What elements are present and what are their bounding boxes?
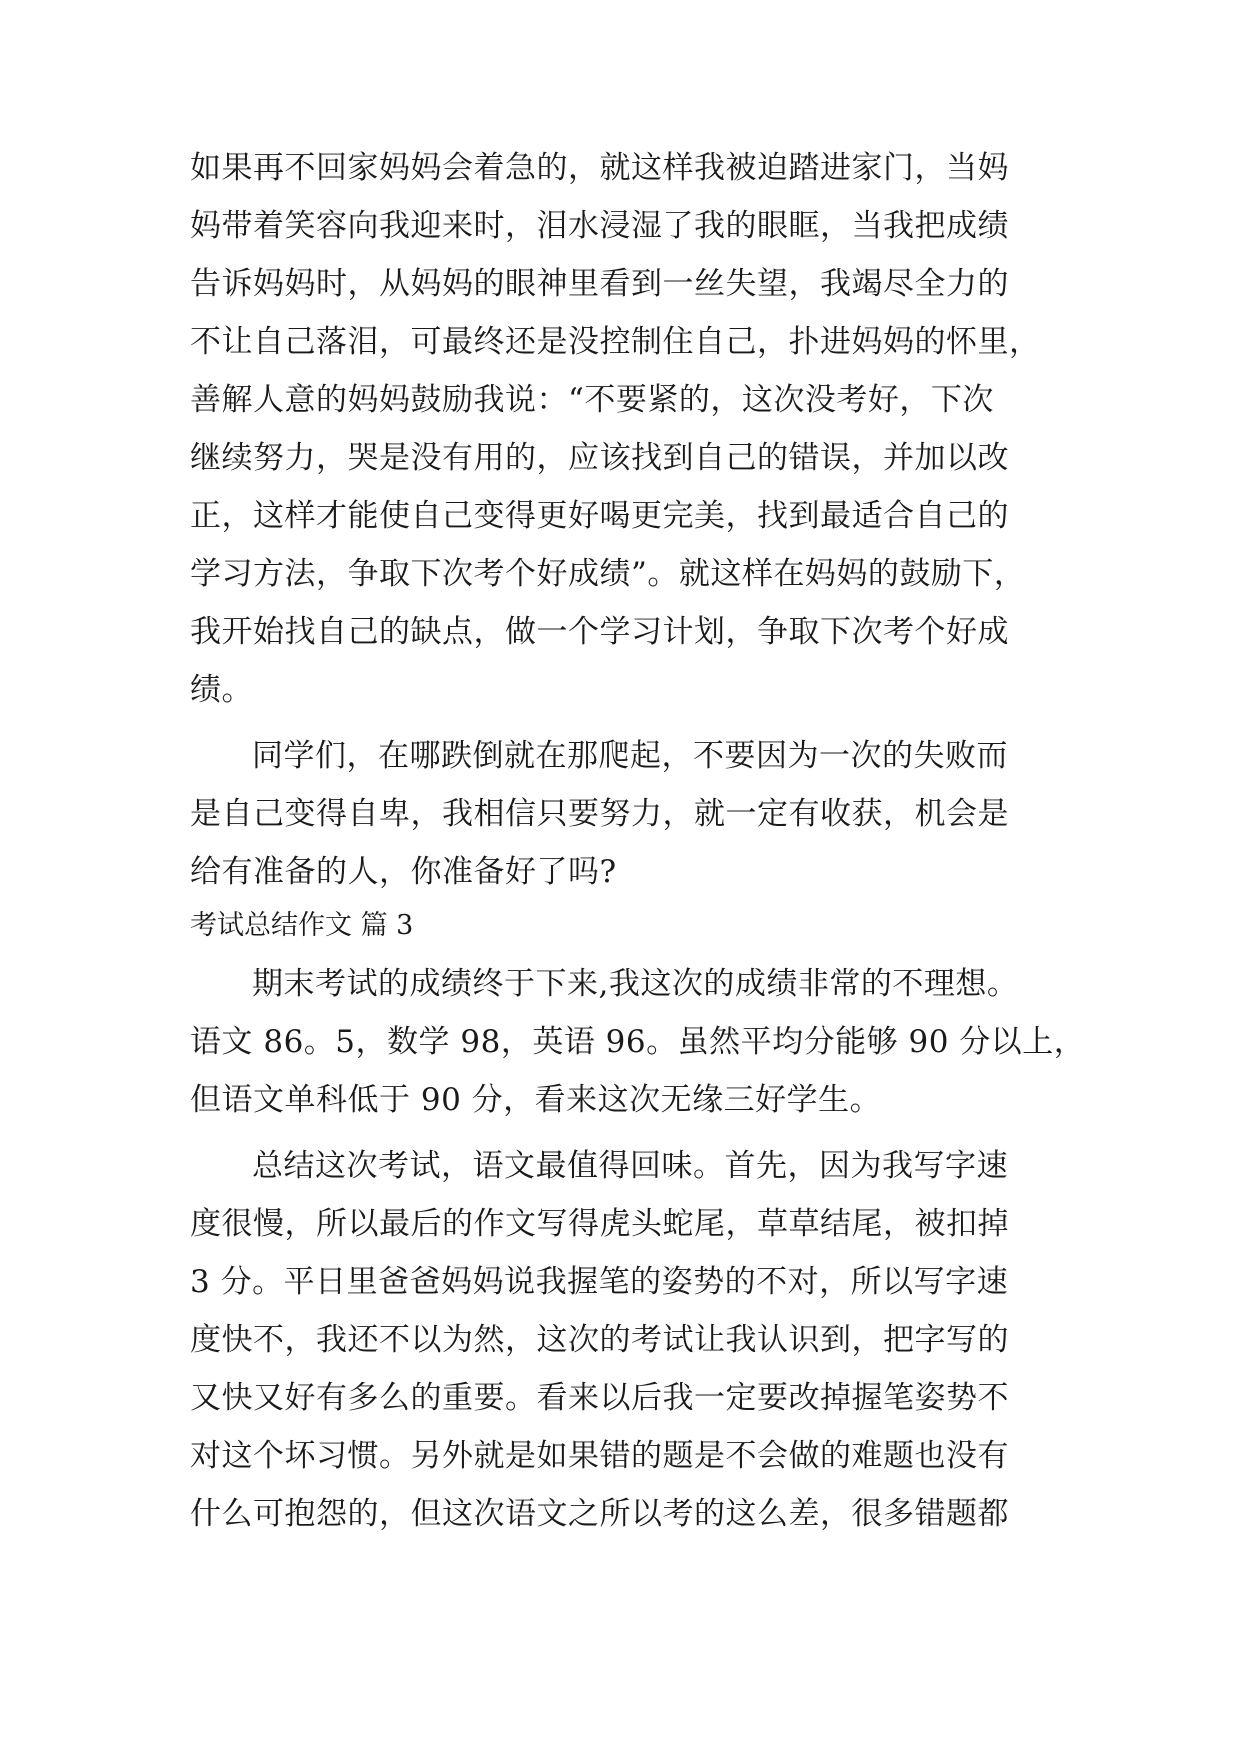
text-line: 什么可抱怨的，但这次语文之所以考的这么差，很多错题都 xyxy=(190,1496,1009,1532)
text-line: 是自己变得自卑，我相信只要努力，就一定有收获，机会是 xyxy=(190,796,1009,832)
text-line: 度很慢，所以最后的作文写得虎头蛇尾，草草结尾，被扣掉 xyxy=(190,1206,1009,1242)
text-line: 如果再不回家妈妈会着急的，就这样我被迫踏进家门，当妈 xyxy=(190,150,1009,186)
text-line: 告诉妈妈时，从妈妈的眼神里看到一丝失望，我竭尽全力的 xyxy=(190,266,1009,302)
text-line: 对这个坏习惯。另外就是如果错的题是不会做的难题也没有 xyxy=(190,1438,1009,1474)
text-line: 学习方法，争取下次考个好成绩”。就这样在妈妈的鼓励下， xyxy=(190,556,1026,592)
section-heading: 考试总结作文 篇 3 xyxy=(190,910,414,941)
text-line: 绩。 xyxy=(190,672,253,708)
text-line: 正，这样才能使自己变得更好喝更完美，找到最适合自己的 xyxy=(190,498,1009,534)
text-line: 但语文单科低于 90 分，看来这次无缘三好学生。 xyxy=(190,1082,882,1118)
text-line: 妈带着笑容向我迎来时，泪水浸湿了我的眼眶，当我把成绩 xyxy=(190,208,1009,244)
text-line: 又快又好有多么的重要。看来以后我一定要改掉握笔姿势不 xyxy=(190,1380,1009,1416)
text-line: 不让自己落泪，可最终还是没控制住自己，扑进妈妈的怀里， xyxy=(190,324,1041,360)
text-line: 3 分。平日里爸爸妈妈说我握笔的姿势的不对，所以写字速 xyxy=(190,1264,1009,1300)
paragraph-first-line: 同学们，在哪跌倒就在那爬起，不要因为一次的失败而 xyxy=(252,738,1008,774)
text-line: 善解人意的妈妈鼓励我说：“不要紧的，这次没考好，下次 xyxy=(190,382,994,418)
paragraph-first-line: 总结这次考试，语文最值得回味。首先，因为我写字速 xyxy=(252,1148,1008,1184)
text-line: 语文 86。5，数学 98，英语 96。虽然平均分能够 90 分以上， xyxy=(190,1024,1086,1060)
paragraph-first-line: 期末考试的成绩终于下来,我这次的成绩非常的不理想。 xyxy=(252,966,1019,1002)
text-line: 我开始找自己的缺点，做一个学习计划，争取下次考个好成 xyxy=(190,614,1009,650)
text-line: 度快不，我还不以为然，这次的考试让我认识到，把字写的 xyxy=(190,1322,1009,1358)
text-line: 给有准备的人，你准备好了吗? xyxy=(190,854,617,890)
text-line: 继续努力，哭是没有用的，应该找到自己的错误，并加以改 xyxy=(190,440,1009,476)
